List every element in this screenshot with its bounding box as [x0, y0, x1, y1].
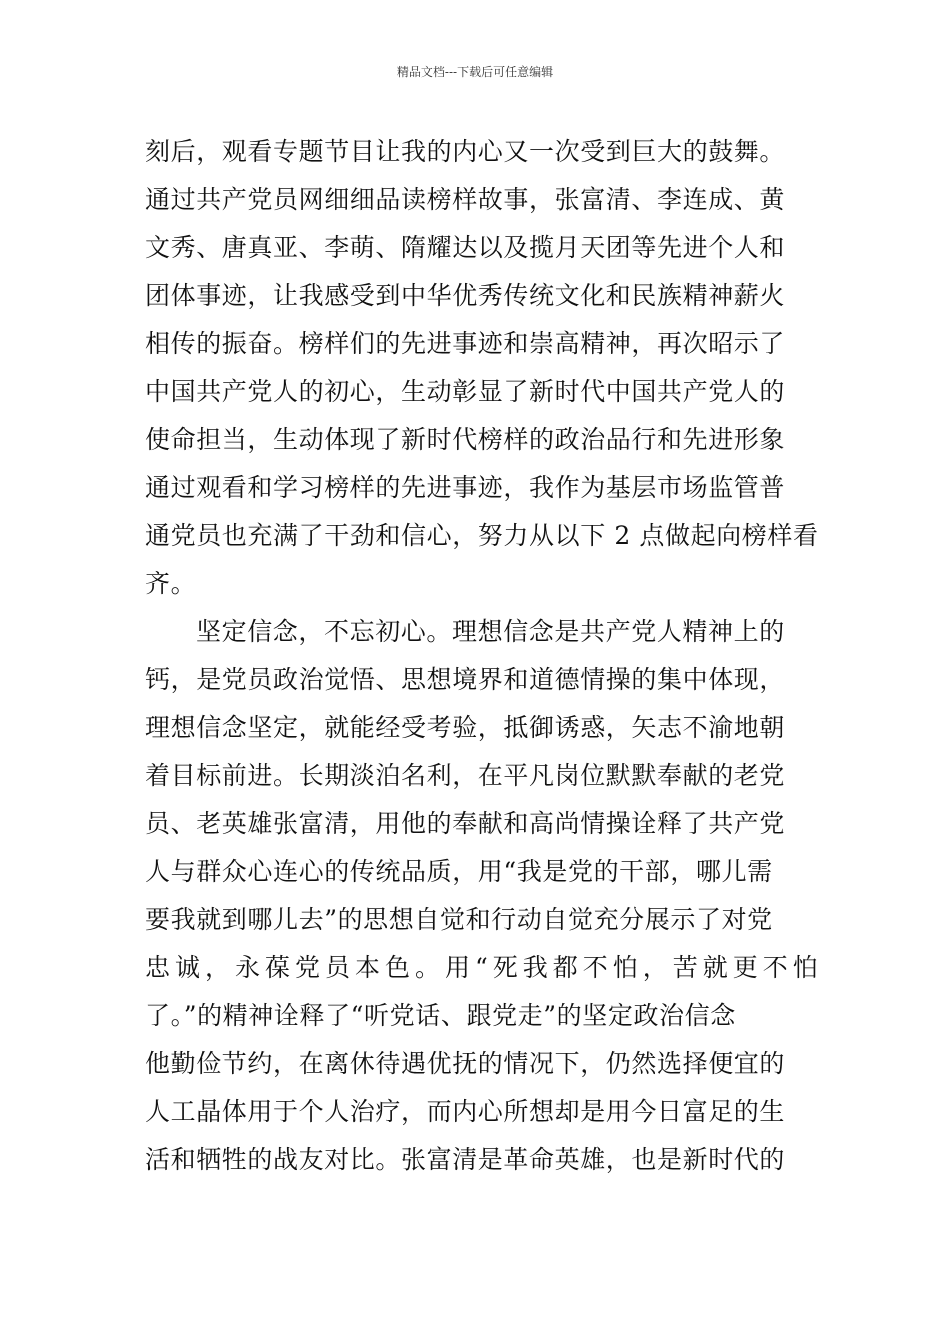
- text-line: 要我就到哪儿去”的思想自觉和行动自觉充分展示了对党: [145, 905, 773, 934]
- text-line: 理想信念坚定，就能经受考验，抵御诱惑，矢志不渝地朝: [145, 713, 786, 742]
- text-line: 刻后，观看专题节目让我的内心又一次受到巨大的鼓舞。: [145, 137, 786, 166]
- text-line: 员、老英雄张富清，用他的奉献和高尚情操诠释了共产党: [145, 809, 786, 838]
- text-line: 通过观看和学习榜样的先进事迹，我作为基层市场监管普: [145, 473, 786, 502]
- text-line: 他勤俭节约，在离休待遇优抚的情况下，仍然选择便宜的: [145, 1049, 786, 1078]
- text-line: 着目标前进。长期淡泊名利，在平凡岗位默默奉献的老党: [145, 761, 786, 790]
- text-line: 使命担当，生动体现了新时代榜样的政治品行和先进形象: [145, 425, 786, 454]
- text-line: 相传的振奋。榜样们的先进事迹和崇高精神，再次昭示了: [145, 329, 786, 358]
- paragraph-start-line: 坚定信念，不忘初心。理想信念是共产党人精神上的: [196, 617, 785, 646]
- text-line: 中国共产党人的初心，生动彰显了新时代中国共产党人的: [145, 377, 786, 406]
- text-line: 了。”的精神诠释了“听党话、跟党走”的坚定政治信念: [145, 1001, 736, 1030]
- text-line: 通过共产党员网细细品读榜样故事，张富清、李连成、黄: [145, 185, 786, 214]
- text-line: 钙，是党员政治觉悟、思想境界和道德情操的集中体现，: [145, 665, 786, 694]
- text-line: 忠诚，永葆党员本色。用“死我都不怕，苦就更不怕: [145, 953, 823, 982]
- text-line: 通党员也充满了干劲和信心，努力从以下 2 点做起向榜样看: [145, 521, 819, 550]
- text-line: 活和牺牲的战友对比。张富清是革命英雄，也是新时代的: [145, 1145, 786, 1174]
- text-line: 文秀、唐真亚、李萌、隋耀达以及揽月天团等先进个人和: [145, 233, 786, 262]
- text-line: 齐。: [145, 569, 197, 598]
- text-line: 人与群众心连心的传统品质，用“我是党的干部，哪儿需: [145, 857, 773, 886]
- text-line: 团体事迹，让我感受到中华优秀传统文化和民族精神薪火: [145, 281, 786, 310]
- text-line: 人工晶体用于个人治疗，而内心所想却是用今日富足的生: [145, 1097, 786, 1126]
- page-header: 精品文档---下载后可任意编辑: [396, 65, 554, 79]
- document-body: [145, 128, 823, 1184]
